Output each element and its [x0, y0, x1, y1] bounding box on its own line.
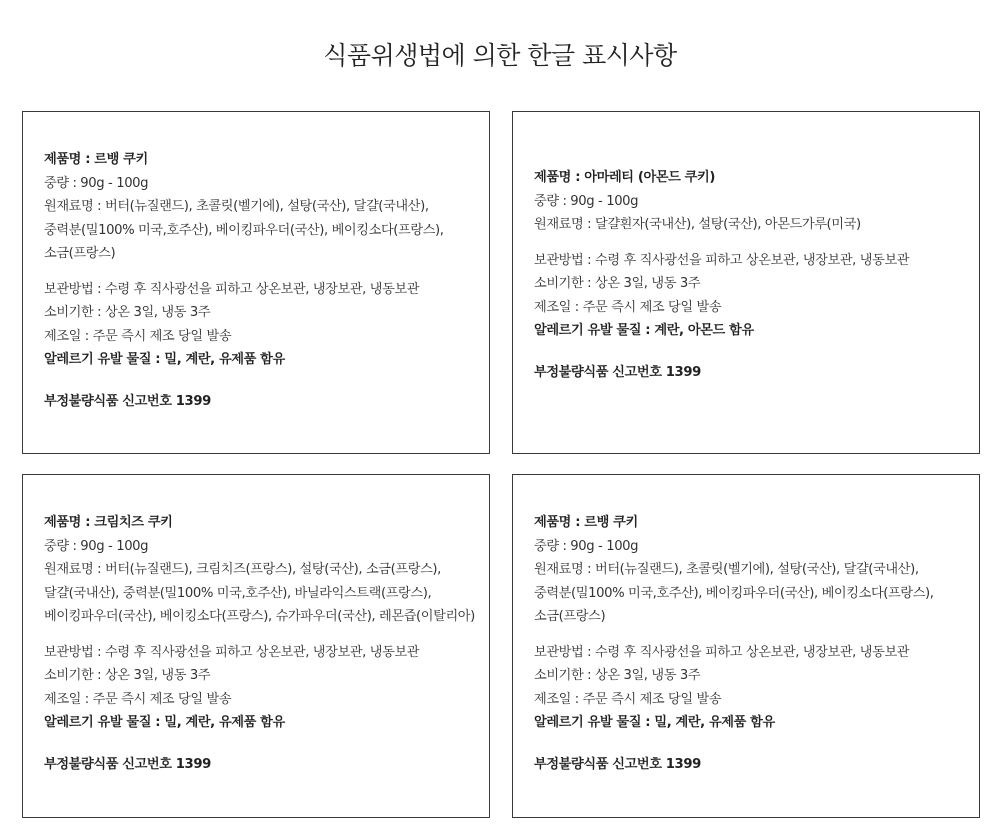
product-name: 제품명 : 르뱅 쿠키	[44, 152, 148, 167]
spacer	[44, 266, 479, 278]
allergen-info: 알레르기 유발 물질 : 밀, 계란, 유제품 함유	[44, 352, 285, 367]
manufacture-date: 제조일 : 주문 즉시 제조 당일 발송	[44, 328, 232, 344]
expiry-date: 소비기한 : 상온 3일, 냉동 3주	[534, 668, 701, 683]
report-number: 부정불량식품 신고번호 1399	[534, 756, 701, 772]
storage-method: 보관방법 : 수령 후 직사광선을 피하고 상온보관, 냉장보관, 냉동보관	[44, 281, 420, 297]
label-content	[534, 166, 969, 384]
expiry-date: 소비기한 : 상온 3일, 냉동 3주	[44, 305, 211, 320]
ingredients-line: 원재료명 : 달걀흰자(국내산), 설탕(국산), 아몬드가루(미국)	[534, 217, 861, 232]
weight: 중량 : 90g - 100g	[534, 538, 639, 554]
allergen-info: 알레르기 유발 물질 : 밀, 계란, 유제품 함유	[44, 715, 285, 730]
weight: 중량 : 90g - 100g	[44, 538, 149, 554]
weight: 중량 : 90g - 100g	[44, 175, 149, 191]
spacer	[534, 629, 969, 641]
label-box-cream-cheese-cookie	[22, 474, 490, 818]
ingredients-line: 소금(프랑스)	[534, 609, 606, 624]
spacer	[44, 629, 479, 641]
ingredients-line: 원재료명 : 버터(뉴질랜드), 초콜릿(벨기에), 설탕(국산), 달걀(국내산),	[534, 562, 919, 577]
storage-method: 보관방법 : 수령 후 직사광선을 피하고 상온보관, 냉장보관, 냉동보관	[534, 644, 910, 660]
weight: 중량 : 90g - 100g	[534, 193, 639, 209]
product-name: 제품명 : 르뱅 쿠키	[534, 515, 638, 530]
label-content	[44, 511, 479, 776]
expiry-date: 소비기한 : 상온 3일, 냉동 3주	[44, 668, 211, 683]
ingredients-line: 원재료명 : 버터(뉴질랜드), 크림치즈(프랑스), 설탕(국산), 소금(프랑스),	[44, 562, 441, 577]
spacer	[534, 343, 969, 361]
report-number: 부정불량식품 신고번호 1399	[44, 393, 211, 409]
manufacture-date: 제조일 : 주문 즉시 제조 당일 발송	[44, 691, 232, 707]
product-name: 제품명 : 크림치즈 쿠키	[44, 515, 173, 530]
ingredients-line: 달걀(국내산), 중력분(밀100% 미국,호주산), 바닐라익스트랙(프랑스),	[44, 585, 432, 601]
allergen-info: 알레르기 유발 물질 : 계란, 아몬드 함유	[534, 323, 754, 338]
spacer	[534, 237, 969, 249]
ingredients-line: 소금(프랑스)	[44, 246, 116, 261]
storage-method: 보관방법 : 수령 후 직사광선을 피하고 상온보관, 냉장보관, 냉동보관	[534, 252, 910, 268]
product-name: 제품명 : 아마레티 (아몬드 쿠키)	[534, 170, 715, 185]
page-title: 식품위생법에 의한 한글 표시사항	[323, 41, 677, 70]
allergen-info: 알레르기 유발 물질 : 밀, 계란, 유제품 함유	[534, 715, 775, 730]
label-content	[44, 148, 479, 413]
spacer	[534, 735, 969, 753]
report-number: 부정불량식품 신고번호 1399	[534, 364, 701, 380]
ingredients-line: 원재료명 : 버터(뉴질랜드), 초콜릿(벨기에), 설탕(국산), 달걀(국내산),	[44, 199, 429, 214]
ingredients-line: 중력분(밀100% 미국,호주산), 베이킹파우더(국산), 베이킹소다(프랑스),	[44, 222, 444, 238]
manufacture-date: 제조일 : 주문 즉시 제조 당일 발송	[534, 691, 722, 707]
ingredients-line: 베이킹파우더(국산), 베이킹소다(프랑스), 슈가파우더(국산), 레몬즙(이탈리아)	[44, 609, 475, 624]
storage-method: 보관방법 : 수령 후 직사광선을 피하고 상온보관, 냉장보관, 냉동보관	[44, 644, 420, 660]
spacer	[44, 372, 479, 390]
report-number: 부정불량식품 신고번호 1399	[44, 756, 211, 772]
label-box-levain-cookie	[22, 111, 490, 454]
ingredients-line: 중력분(밀100% 미국,호주산), 베이킹파우더(국산), 베이킹소다(프랑스),	[534, 585, 934, 601]
label-box-amaretti-cookie	[512, 111, 980, 454]
manufacture-date: 제조일 : 주문 즉시 제조 당일 발송	[534, 299, 722, 315]
label-content	[534, 511, 969, 776]
expiry-date: 소비기한 : 상온 3일, 냉동 3주	[534, 276, 701, 291]
spacer	[44, 735, 479, 753]
label-box-levain-cookie-2	[512, 474, 980, 818]
